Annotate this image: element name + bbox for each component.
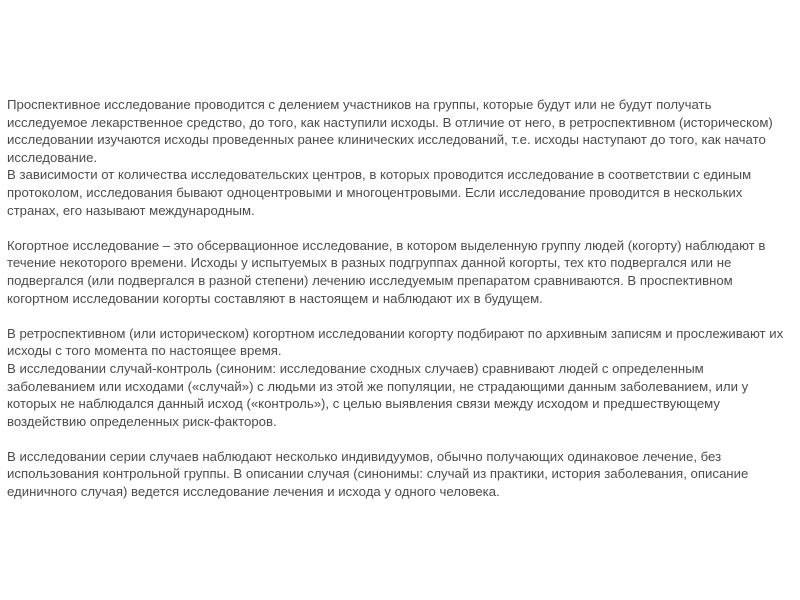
paragraph-retrospective-cohort: В ретроспективном (или историческом) когортном исследовании когорту подбирают по архивным записям и прослеживают их исходы с того момента по настоящее время.	[7, 325, 784, 359]
paragraph-prospective-study: Проспективное исследование проводится с делением участников на группы, которые будут или не будут получать исследуемое лекарственное средство, до того, как наступили исходы. В отличие от него, в ретроспективном (историческом) исследовании изучаются исходы проведенных ранее клинических исследований, т.е. исходы наступают до того, как начато исследование.	[7, 97, 773, 165]
paragraph-multicenter-study: В зависимости от количества исследовательских центров, в которых проводится исследование в соответствии с единым протоколом, исследования бывают одноцентровыми и многоцентровыми. Если исследование проводится в нескольких странах, его называют международным.	[7, 167, 752, 218]
paragraph-case-control: В исследовании случай-контроль (синоним: исследование сходных случаев) сравнивают людей с определенным заболеванием или исходами («случай») с людьми из этой же популяции, не страдающими данным заболеванием, или у которых не наблюдался данный исход («контроль»), с целью выявления связи между исходом и предшествующему воздействию определенных риск-факторов.	[7, 360, 749, 429]
document-body	[7, 96, 793, 501]
paragraph-spacer	[7, 219, 793, 237]
paragraph-spacer	[7, 307, 793, 325]
paragraph-spacer	[7, 430, 793, 448]
paragraph-case-series: В исследовании серии случаев наблюдают несколько индивидуумов, обычно получающих одинаковое лечение, без использования контрольной группы. В описании случая (синонимы: случай из практики, история заболевания, описание единичного случая) ведется исследование лечения и исхода у одного человека.	[7, 448, 749, 500]
paragraph-cohort-study: Когортное исследование – это обсервационное исследование, в котором выделенную группу людей (когорту) наблюдают в течение некоторого времени. Исходы у испытуемых в разных подгруппах данной когорты, тех кто подвергался или не подвергался (или подвергался в разной степени) лечению исследуемым препаратом сравниваются. В проспективном когортном исследовании когорты составляют в настоящем и наблюдают их в будущем.	[7, 237, 766, 306]
